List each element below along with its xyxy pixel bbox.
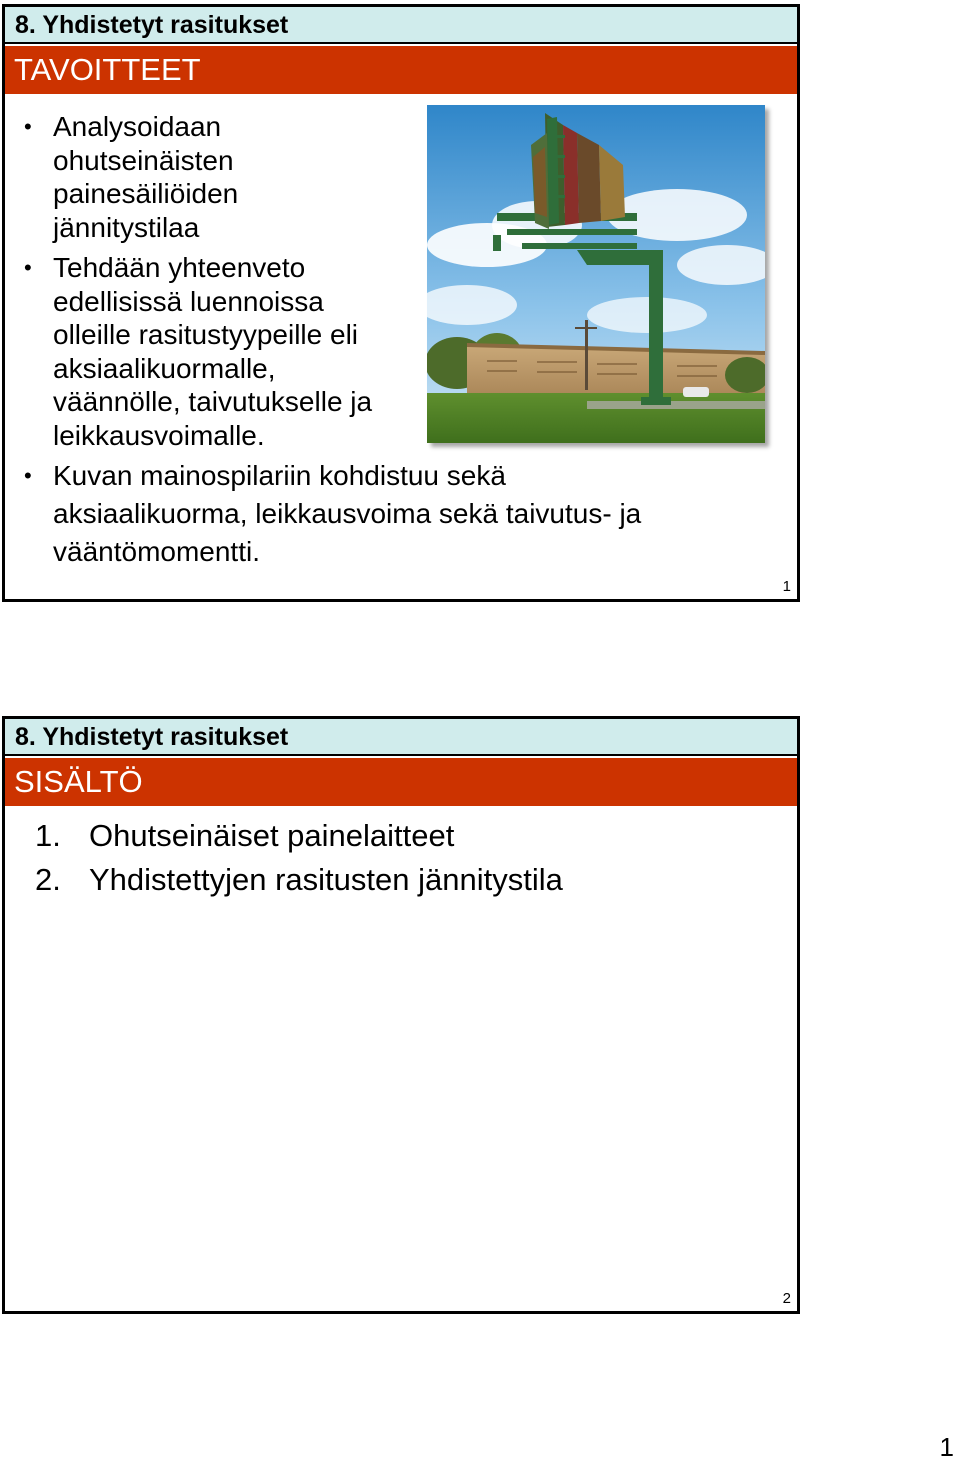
bullet-line: aksiaalikuormalle, xyxy=(53,352,276,384)
bullet-dot: • xyxy=(24,255,32,280)
bullet-line: painesäiliöiden xyxy=(53,178,239,209)
slide-page-number: 2 xyxy=(782,1290,791,1307)
slide-2 xyxy=(2,716,800,1314)
billboard-photo xyxy=(427,105,765,443)
slide-heading: TAVOITTEET xyxy=(5,46,797,94)
bullet-line: Kuvan mainospilariin kohdistuu sekä xyxy=(53,460,506,491)
list-item-label: Ohutseinäiset painelaitteet xyxy=(89,818,455,853)
bullet-line: leikkausvoimalle. xyxy=(53,419,265,451)
bullet-dot: • xyxy=(24,114,32,139)
slide-heading: SISÄLTÖ xyxy=(5,758,797,806)
bullet-line: väännölle, taivutukselle ja xyxy=(53,386,373,417)
bullet-line: vääntömomentti. xyxy=(53,536,260,567)
bullet-dot: • xyxy=(24,463,32,488)
document-page-number: 1 xyxy=(939,1432,954,1462)
list-item-label: Yhdistettyjen rasitusten jännitystila xyxy=(89,862,563,897)
bullet-line: ohutseinäisten xyxy=(53,144,234,176)
bullet-line: Analysoidaan xyxy=(53,111,222,142)
slide-1 xyxy=(2,4,800,602)
bullet-line: jännitystilaa xyxy=(53,211,200,243)
slide-topbar: 8. Yhdistetyt rasitukset xyxy=(5,719,797,756)
bullet-line: aksiaalikuorma, leikkausvoima sekä taivutus- ja xyxy=(53,498,642,529)
list-item-number: 2. xyxy=(35,862,61,897)
list-item-number: 1. xyxy=(35,818,61,853)
slide-page-number: 1 xyxy=(782,578,791,595)
bullet-line: Tehdään yhteenveto xyxy=(53,252,306,283)
slide-topbar: 8. Yhdistetyt rasitukset xyxy=(5,7,797,44)
bullet-line: edellisissä luennoissa xyxy=(53,285,324,317)
bullet-line: olleille rasitustyypeille eli xyxy=(53,319,359,350)
